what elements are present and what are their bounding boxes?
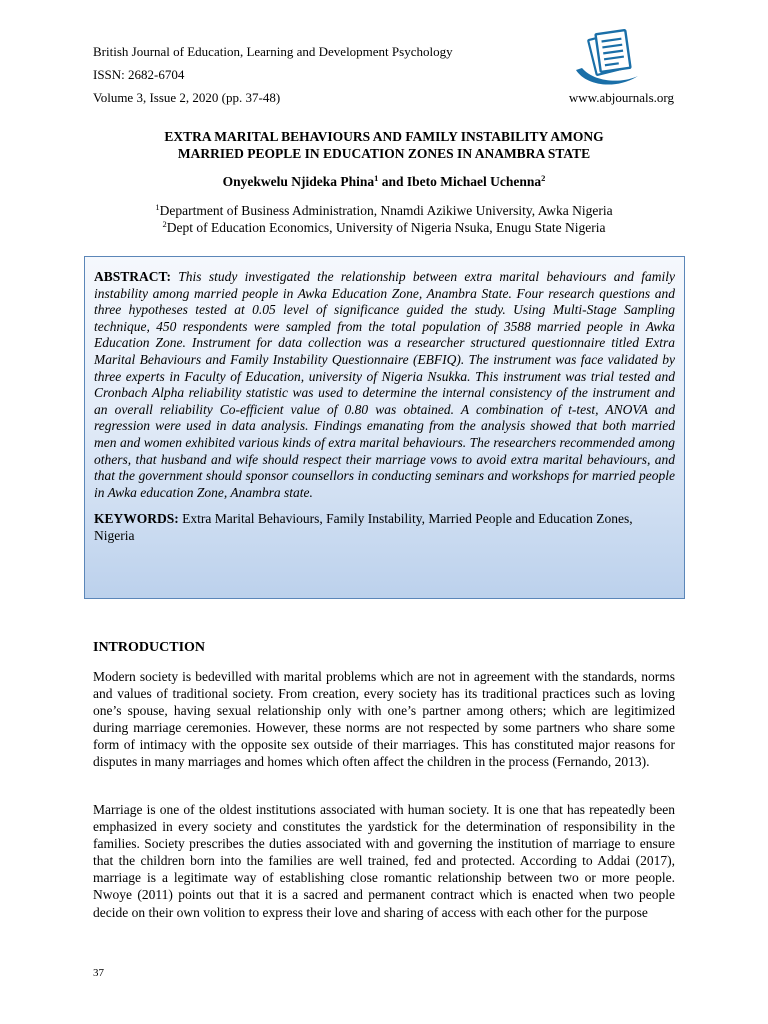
article-title-line-1: EXTRA MARITAL BEHAVIOURS AND FAMILY INSTABILITY AMONG [164, 129, 604, 144]
introduction-paragraph-2: Marriage is one of the oldest institutions associated with human society. It is one that has repeatedly been emphasized in every society and constitutes the yardstick for the determination of responsibility in the families. Society prescribes the duties associated with and governing the institution of marriage to ensure that the children born into the families are well trained, fed and protected. According to Addai (2017), marriage is a legitimate way of establishing close romantic relationship between two or more people. Nwoye (2011) points out that it is a sacred and permanent contract which is enacted when two people decide on their own volition to express their love and sharing of access with each other for the purpose [93, 802, 675, 920]
author-1-affiliation-mark: 1 [374, 173, 379, 183]
affiliation-2-text: Dept of Education Economics, University of Nigeria Nsuka, Enugu State Nigeria [166, 220, 606, 235]
abstract-box [84, 256, 685, 599]
journal-name: British Journal of Education, Learning and Development Psychology [93, 44, 453, 59]
affiliation-1-text: Department of Business Administration, Nnamdi Azikiwe University, Awka Nigeria [159, 203, 613, 218]
keywords [94, 510, 675, 544]
affiliation-1 [93, 202, 675, 219]
author-joiner: and [378, 174, 407, 189]
abstract [94, 269, 675, 501]
author-2: Ibeto Michael Uchenna [406, 174, 542, 189]
keywords-text: Extra Marital Behaviours, Family Instability, Married People and Education Zones, Nigeria [94, 511, 633, 544]
introduction-paragraph-1: Modern society is bedevilled with marital problems which are not in agreement with the standards, norms and values of traditional society. From creation, every society has its traditional practices such as loving one’s spouse, having sexual relationship only with one’s partner among others; which are legitimized during marriage ceremonies. However, these norms are not respected by some partners who share some form of intimacy with the opposite sex outside of their marriages. This has constituted major reasons for disputes in many marriages and homes which often affect the children in the process (Fernando, 2013). [93, 669, 675, 770]
affiliation-1-mark: 1 [155, 202, 160, 212]
author-2-affiliation-mark: 2 [541, 173, 546, 183]
affiliation-2-mark: 2 [162, 219, 167, 229]
abstract-label: ABSTRACT: [94, 269, 172, 284]
introduction-heading: INTRODUCTION [93, 640, 206, 655]
journal-website-link[interactable]: www.abjournals.org [568, 90, 674, 105]
article-authors [93, 173, 675, 190]
affiliation-2 [93, 219, 675, 236]
abstract-text: This study investigated the relationship between extra marital behaviours and family instability among married people in Awka Education Zone, Anambra State. Four research questions and three hypotheses tested at 0.05 level of significance guided the study. Using Multi-Stage Sampling technique, 450 respondents were sampled from the total population of 3588 married people in Awka Education Zone. Instrument for data collection was a researcher structured questionnaire titled Extra Marital Behaviours and Family Instability Questionnaire (EBFIQ). The instrument was face validated by three experts in Faculty of Education, university of Nigeria Nsukka. This instrument was trial tested and Cronbach Alpha reliability statistic was used to determine the internal consistency of the instrument and an overall reliability Co-efficient value of 0.80 was obtained. A combination of t-test, ANOVA and regression were used in data analysis. Findings emanating from the analysis showed that both married men and women exhibited various kinds of extra marital behaviours. The researchers recommended among others, that husband and wife should respect their marriage vows to avoid extra marital behaviours, and that the government should sponsor counsellors in conducting seminars and workshops for married people in Awka education Zone, Anambra state. [94, 269, 675, 500]
journal-issn: ISSN: 2682-6704 [93, 67, 185, 82]
journal-document-icon [572, 26, 642, 90]
article-title [93, 128, 675, 162]
journal-volume: Volume 3, Issue 2, 2020 (pp. 37-48) [93, 90, 281, 105]
page-number: 37 [93, 967, 104, 979]
keywords-label: KEYWORDS: [94, 511, 179, 527]
article-title-line-2: MARRIED PEOPLE IN EDUCATION ZONES IN ANAMBRA STATE [177, 146, 591, 161]
author-1: Onyekwelu Njideka Phina [222, 174, 375, 189]
